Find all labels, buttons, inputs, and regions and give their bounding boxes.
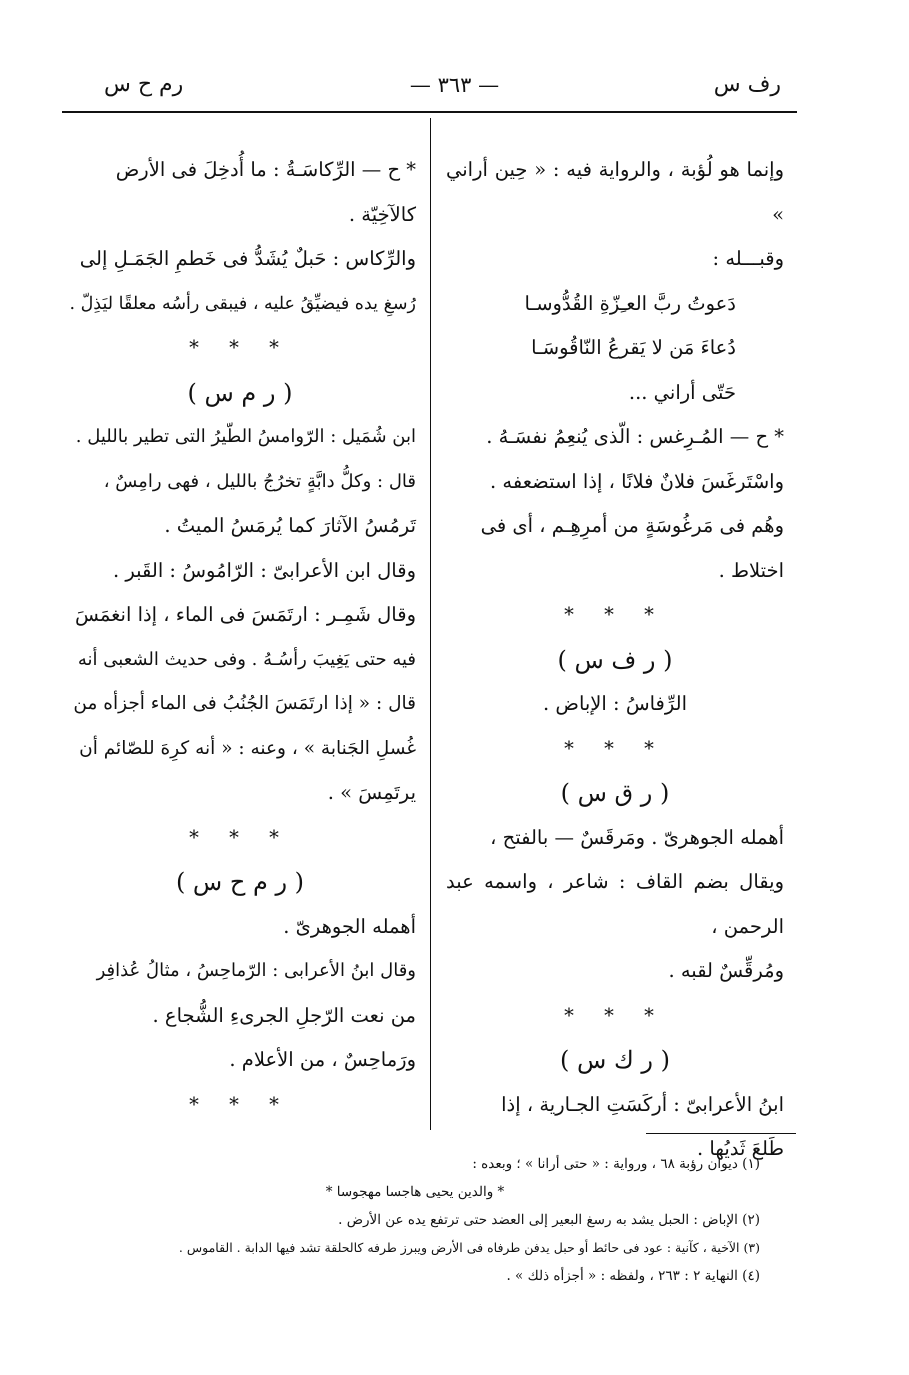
text-line: رُسغِ يده فيضيِّقُ عليه ، فيبقى رأسُه معلقًا ليَذِلّ . [69, 293, 416, 314]
footnote: (١) ديوان رؤبة ٦٨ ، ورواية : « حتى أرانا » ؛ وبعده : [472, 1156, 760, 1172]
text-line: الرِّفاسُ : الإباض . [542, 692, 688, 715]
header-rule [62, 111, 797, 113]
text-line: وقال شَمِـر : ارتَمَسَ فى الماء ، إذا انغمَسَ [74, 603, 416, 626]
verse-line: دُعاءَ مَن لا يَقرعُ النّاقُوسَـا [531, 336, 736, 359]
text-line: * ح — المُـرِغس : الّذى يُنعِمُ نفسَـهُ . [486, 425, 784, 448]
section-heading: ( ر م ح س ) [175, 868, 305, 896]
header-root-left: رم ح س [104, 72, 184, 97]
right-column [446, 148, 784, 1172]
section-separator: * * * [564, 1003, 666, 1027]
verse-line: حَتّى أراني ... [628, 380, 736, 404]
text-line: قال : وكلُّ دابَّةٍ تخرُجُ بالليل ، فهى رامِسٌ ، [103, 470, 416, 492]
section-separator: * * * [189, 1092, 291, 1116]
text-line: ومُرقِّسٌ لقبه . [668, 959, 784, 982]
text-line: ورَماحِسٌ ، من الأعلام . [229, 1048, 416, 1071]
section-heading: ( ر ف س ) [557, 645, 673, 674]
verse-line: دَعوتُ ربَّ العـِزّةِ القُدُّوسـا [524, 291, 736, 315]
section-separator: * * * [564, 603, 666, 626]
footnote-verse: * والدين يحيى هاجسا مهجوسا * [325, 1184, 505, 1200]
section-separator: * * * [189, 336, 291, 359]
text-line: واسْتَرغَسَ فلانٌ فلانًا ، إذا استضعفه . [490, 469, 784, 493]
column-divider [430, 118, 431, 1130]
text-line: أهمله الجوهرىّ . ومَرقَسٌ — بالفتح ، [490, 825, 784, 849]
text-line: وإنما هو لُؤبة ، والرواية فيه : « حِين أراني » [446, 158, 784, 226]
text-line: وهُم فى مَرغُوسَةٍ من أمرِهِـم ، أى فى [480, 514, 784, 537]
left-column [64, 148, 416, 1127]
text-line: وقال ابن الأعرابىّ : الرّامُوسُ : القَبر . [112, 558, 416, 582]
text-line: كالآخِيّة . [348, 202, 416, 226]
section-separator: * * * [564, 736, 666, 760]
text-line: غُسلِ الجَنابة » ، وعنه : « أنه كرِهَ للصّائم أن [79, 737, 416, 759]
text-line: ابنُ الأعرابىّ : أركَسَتِ الجـارية ، إذا [501, 1092, 784, 1116]
footnote: (٢) الإباض : الحبل يشد به رسغ البعير إلى العضد حتى ترتفع يده عن الأرض . [338, 1212, 760, 1228]
text-line: ويقال بضم القاف : شاعر ، واسمه عبد الرحمن ، [446, 870, 784, 938]
footnotes [70, 1150, 760, 1290]
footnote: (٣) الآخية ، كآنية : عود فى حائط أو حبل يدفن طرفاه فى الأرض ويبرز طرفه كالحلقة تشد فيها الدابة . القاموس . [178, 1240, 760, 1255]
text-line: ابن شُمَيل : الرّوامسُ الطّيرُ التى تطير بالليل . [75, 426, 416, 447]
text-line: وقال ابنُ الأعرابى : الرّماحِسُ ، مثالُ عُذافِر [96, 960, 416, 981]
text-line: اختلاط . [718, 558, 784, 582]
section-heading: ( ر ك س ) [560, 1046, 670, 1074]
text-line: من نعت الرّجلِ الجرىءِ الشُّجاع . [152, 1003, 416, 1027]
page-number: — ٣٦٣ — [409, 73, 500, 97]
text-line: يرتَمِسَ » . [327, 781, 416, 804]
text-line: تَرمُسُ الآثارَ كما يُرمَسُ الميتُ . [164, 514, 416, 537]
text-line: والرِّكاس : حَبلٌ يُشَدُّ فى خَطمِ الجَمَـلِ إلى [79, 247, 416, 270]
text-line: وقبـــله : [712, 247, 784, 270]
section-heading: ( ر ق س ) [560, 779, 670, 807]
text-line: فيه حتى يَغِيبَ رأسُـهُ . وفى حديث الشعبى أنه [77, 648, 416, 670]
section-separator: * * * [189, 825, 291, 849]
section-heading: ( ر م س ) [187, 378, 293, 407]
text-line: طَلعَ ثَديُها . [697, 1137, 784, 1160]
text-line: أهمله الجوهرىّ . [283, 914, 416, 938]
footnote: (٤) النهاية ٢ : ٢٦٣ ، ولفظه : « أجزأه ذلك » . [506, 1268, 760, 1284]
text-line: قال : « إذا ارتَمَسَ الجُنُبُ فى الماء أجزأه من [73, 693, 416, 714]
text-line: * ح — الرِّكاسَـةُ : ما أُدخِلَ فى الأرض [115, 158, 416, 181]
header-root-right: رف س [713, 72, 781, 97]
